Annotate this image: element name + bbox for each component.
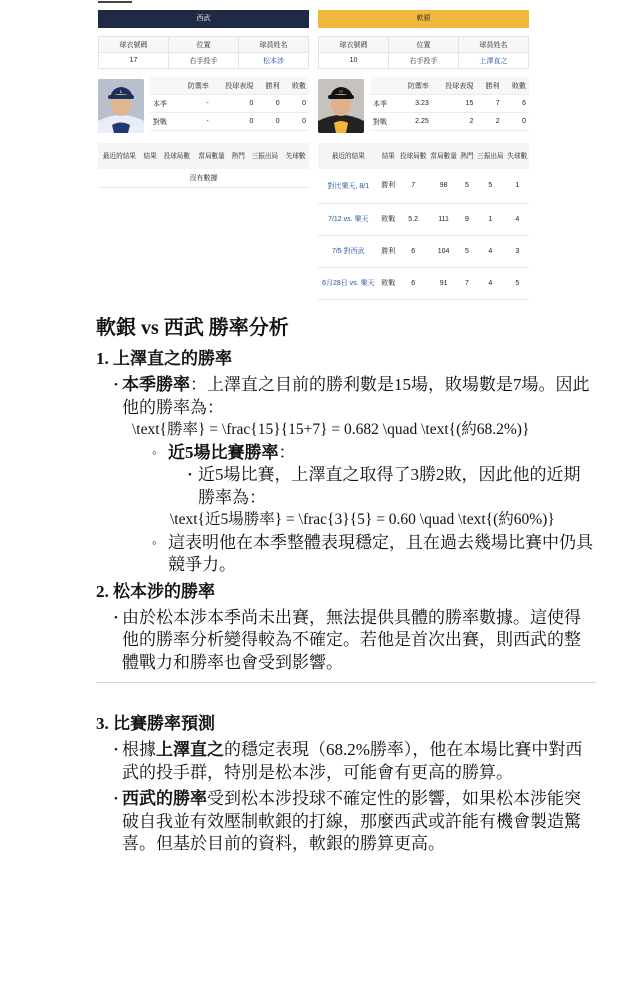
recent-header-hits: 熱門 [229,143,248,169]
sub-bullet-colon: ： [278,442,296,462]
strikeouts: 4 [475,235,505,267]
runs-allowed: 4 [506,203,529,235]
stat-label: 本季 [150,95,176,113]
stat-header-performance: 投球表現 [212,77,257,95]
stat-label: 對戰 [370,113,396,131]
article-title: 軟銀 vs 西武 勝率分析 [96,317,289,339]
player-stats-row [98,77,309,137]
bullet-text: 受到松本涉投球不確定性的影響，如果松本涉能突破自我並有效壓制軟銀的打線，那麼西武或許能有機會製造驚喜。但基於目前的資料，軟銀的勝算更高。 [122,789,581,853]
stat-header-losses: 敗數 [503,77,529,95]
season-stats-table [370,77,529,131]
section-3-heading: 3. 比賽勝率預測 [96,714,215,733]
bullet-prefix: 根據 [122,740,156,759]
innings-pitched: 5.2 [398,203,428,235]
stat-era: 3.23 [396,95,431,113]
team-header-seibu: 西武 [98,10,309,28]
stat-losses: 0 [283,95,309,113]
stat-era: - [176,113,211,131]
stat-header-performance: 投球表現 [432,77,477,95]
bullet-uezawa-advantage [96,739,596,784]
formula-season-win-rate: \text{勝率} = \frac{15}{15+7} = 0.682 \quad \text{(約68.2%)} [132,421,530,438]
jersey-number: 10 [319,53,389,69]
stat-losses: 6 [503,95,529,113]
stat-losses: 0 [503,113,529,131]
recent-header-pitches: 當局數量 [194,143,229,169]
section-1-heading: 1. 上澤直之的勝率 [96,349,232,368]
recent-header-innings: 投球局數 [159,143,194,169]
player-name-link[interactable]: 上澤直之 [459,53,529,69]
stat-losses: 0 [283,113,309,131]
recent-header-innings: 投球局數 [398,143,428,169]
stat-header-blank [150,77,176,95]
stat-performance: 2 [432,113,477,131]
team-header-softbank: 軟銀 [318,10,529,28]
game-result: 勝利 [379,235,398,267]
stat-label: 本季 [370,95,396,113]
recent-header-runs: 失球數 [506,143,529,169]
recent-header-runs: 失球數 [282,143,309,169]
position: 右手投手 [169,53,239,69]
innings-pitched: 6 [398,235,428,267]
stat-label: 對戰 [150,113,176,131]
header-name: 球員姓名 [239,37,309,53]
analysis-article [96,312,596,856]
bullet-bold: 西武的勝率 [122,789,207,808]
stat-header-losses: 敗數 [283,77,309,95]
sub-bullet-label: 近5場比賽勝率 [168,442,279,462]
recent-header-result: 結果 [379,143,398,169]
svg-text:L: L [119,89,123,94]
stat-wins: 7 [476,95,502,113]
table-row [318,267,529,299]
bullet-text: 的穩定表現（68.2%勝率），他在本場比賽中對西武的投手群，特別是松本涉，可能會有更高的勝算。 [122,740,583,782]
table-row [318,203,529,235]
nested-bullet-recent-record: • 近5場比賽，上澤直之取得了3勝2敗，因此他的近期勝率為： [96,464,596,509]
recent-results-table [318,143,529,300]
stat-header-era: 防禦率 [176,77,211,95]
stat-wins: 0 [256,113,282,131]
runs-allowed: 5 [506,267,529,299]
seibu-pitcher-card [98,10,309,188]
pitch-count: 104 [428,235,458,267]
player-info-table [98,36,309,69]
jersey-number: 17 [99,53,169,69]
header-position: 位置 [169,37,239,53]
table-row [318,235,529,267]
innings-pitched: 6 [398,267,428,299]
recent-header-pitches: 當局數量 [428,143,458,169]
stat-row-matchup [370,113,529,131]
strikeouts: 5 [475,169,505,203]
header-jersey: 球衣號碼 [319,37,389,53]
softbank-pitcher-card [318,10,529,300]
player-photo [98,79,144,133]
stat-performance: 0 [212,113,257,131]
recent-header-date: 最近的結果 [318,143,379,169]
no-data-message: 沒有數據 [98,169,309,188]
stat-header-wins: 勝利 [256,77,282,95]
bullet-matsumoto-uncertainty: • 由於松本涉本季尚未出賽，無法提供具體的勝率數據。這使得他的勝率分析變得較為不確定。若他是首次出賽，則西武的整體戰力和勝率也會受到影響。 [96,607,596,675]
stat-header-blank [370,77,396,95]
top-divider [98,1,132,3]
stat-wins: 0 [256,95,282,113]
runs-allowed: 3 [506,235,529,267]
season-stats-table [150,77,309,131]
player-stats-row [318,77,529,137]
svg-text:H: H [339,89,343,94]
recent-header-strikeouts: 三振出局 [475,143,505,169]
stat-performance: 0 [212,95,257,113]
recent-header-date: 最近的結果 [98,143,141,169]
strikeouts: 4 [475,267,505,299]
bullet-seibu-win-rate [96,788,596,856]
recent-header-result: 結果 [141,143,160,169]
bullet-bold: 上澤直之 [156,740,224,759]
pitch-count: 111 [428,203,458,235]
player-name-link[interactable]: 松本涉 [239,53,309,69]
game-date-link[interactable]: 7/12 vs. 樂天 [318,203,379,235]
game-date-link[interactable]: 6月28日 vs. 樂天 [318,267,379,299]
recent-header-strikeouts: 三振出局 [248,143,283,169]
header-position: 位置 [389,37,459,53]
bullet-label: 本季勝率 [122,375,190,394]
hits: 7 [459,267,475,299]
pitch-count: 98 [428,169,458,203]
formula-recent-win-rate: \text{近5場勝率} = \frac{3}{5} = 0.60 \quad \text{(約60%)} [170,511,555,528]
section-2-heading: 2. 松本涉的勝率 [96,581,215,601]
game-date-link[interactable]: 7/5 對西武 [318,235,379,267]
player-info-table [318,36,529,69]
game-result: 勝利 [379,169,398,203]
pitch-count: 91 [428,267,458,299]
header-jersey: 球衣號碼 [99,37,169,53]
bullet-text: ：上澤直之目前的勝利數是15場，敗場數是7場。因此他的勝率為： [122,375,590,417]
hits: 5 [459,235,475,267]
sub-bullet-consistency: ◦ 這表明他在本季整體表現穩定，且在過去幾場比賽中仍具競爭力。 [96,532,596,577]
stat-header-era: 防禦率 [396,77,431,95]
runs-allowed: 1 [506,169,529,203]
stat-era: 2.25 [396,113,431,131]
stat-row-season [150,95,309,113]
stat-era: - [176,95,211,113]
stat-performance: 15 [432,95,477,113]
recent-header-hits: 熱門 [459,143,475,169]
innings-pitched: 7 [398,169,428,203]
stat-row-season [370,95,529,113]
player-photo [318,79,364,133]
hits: 9 [459,203,475,235]
recent-results-table [98,143,309,188]
game-date-link[interactable]: 對比樂天, 8/1 [318,169,379,203]
position: 右手投手 [389,53,459,69]
stat-wins: 2 [476,113,502,131]
bullet-season-win-rate [96,374,596,419]
game-result: 敗戰 [379,267,398,299]
strikeouts: 1 [475,203,505,235]
hits: 5 [459,169,475,203]
stat-row-matchup [150,113,309,131]
header-name: 球員姓名 [459,37,529,53]
game-result: 敗戰 [379,203,398,235]
stat-header-wins: 勝利 [476,77,502,95]
table-row [318,169,529,203]
sub-bullet-recent-win-rate [96,442,596,465]
